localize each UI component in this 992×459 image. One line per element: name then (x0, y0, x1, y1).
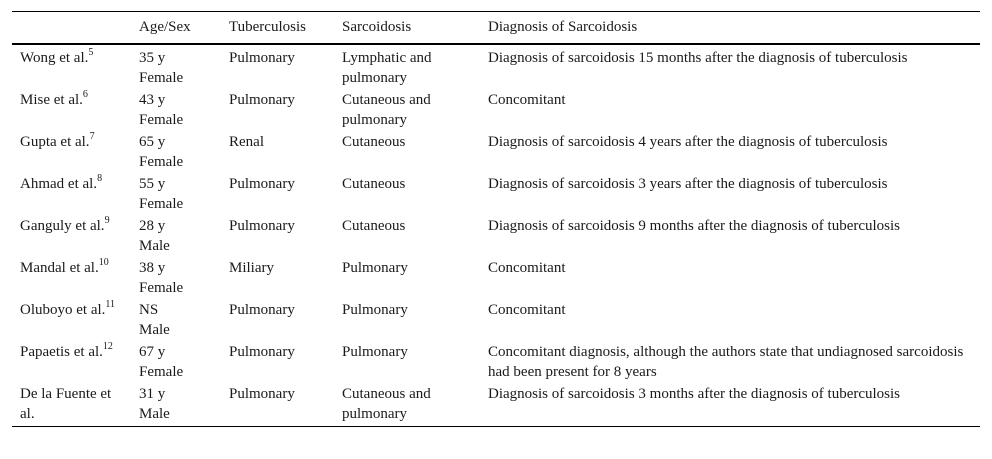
sarcoidosis-cell: Pulmonary (342, 344, 408, 360)
author-name: De la Fuente et al. (20, 386, 112, 422)
age-value: 67 y (139, 344, 166, 360)
age-sex-cell (131, 173, 221, 215)
table-row (12, 131, 980, 173)
age-sex-cell (131, 131, 221, 173)
sex-value: Male (139, 322, 170, 338)
author-name: Ganguly et al. (20, 218, 105, 234)
tuberculosis-cell: Miliary (229, 260, 274, 276)
table-row (12, 44, 980, 89)
age-sex-cell (131, 299, 221, 341)
reference-number: 5 (88, 47, 94, 58)
age-value: 31 y (139, 386, 166, 402)
author-cell (12, 383, 131, 427)
table-row (12, 299, 980, 341)
author-cell (12, 299, 131, 341)
age-sex-cell (131, 383, 221, 427)
reference-number: 9 (104, 215, 110, 226)
author-cell (12, 341, 131, 383)
author-name: Papaetis et al. (20, 344, 103, 360)
age-value: 65 y (139, 134, 166, 150)
tuberculosis-cell: Pulmonary (229, 386, 295, 402)
sex-value: Female (139, 364, 184, 380)
diagnosis-cell: Concomitant (488, 302, 566, 318)
sex-value: Female (139, 70, 184, 86)
diagnosis-cell: Concomitant (488, 260, 566, 276)
tuberculosis-cell: Pulmonary (229, 92, 295, 108)
reference-number: 12 (102, 341, 113, 352)
table-body (12, 44, 980, 427)
sarcoidosis-cell: Pulmonary (342, 302, 408, 318)
diagnosis-cell: Diagnosis of sarcoidosis 3 years after the diagnosis of tuberculosis (488, 176, 888, 192)
author-name: Ahmad et al. (20, 176, 98, 192)
table-container (12, 11, 980, 427)
sarcoidosis-cell: Pulmonary (342, 260, 408, 276)
table-row (12, 89, 980, 131)
author-cell (12, 131, 131, 173)
tuberculosis-cell: Pulmonary (229, 302, 295, 318)
tuberculosis-cell: Pulmonary (229, 344, 295, 360)
tuberculosis-cell: Pulmonary (229, 176, 295, 192)
sarcoidosis-cell: Cutaneous (342, 218, 406, 234)
sex-value: Female (139, 112, 184, 128)
author-cell (12, 173, 131, 215)
reference-number: 6 (82, 89, 88, 100)
diagnosis-cell: Diagnosis of sarcoidosis 15 months after the diagnosis of tuberculosis (488, 50, 908, 66)
age-sex-cell (131, 89, 221, 131)
sarcoidosis-cell: Lymphatic and pulmonary (342, 50, 432, 86)
sex-value: Female (139, 280, 184, 296)
age-value: 28 y (139, 218, 166, 234)
header-diagnosis: Diagnosis of Sarcoidosis (488, 19, 638, 35)
header-age-sex: Age/Sex (139, 19, 191, 35)
header-sarcoidosis: Sarcoidosis (342, 19, 412, 35)
age-sex-cell (131, 257, 221, 299)
table-row (12, 173, 980, 215)
age-sex-cell (131, 44, 221, 89)
author-name: Wong et al. (20, 50, 89, 66)
sarcoidosis-cell: Cutaneous (342, 176, 406, 192)
author-name: Mise et al. (20, 92, 83, 108)
author-cell (12, 215, 131, 257)
sarcoidosis-cell: Cutaneous and pulmonary (342, 386, 431, 422)
table-row (12, 215, 980, 257)
diagnosis-cell: Diagnosis of sarcoidosis 4 years after the diagnosis of tuberculosis (488, 134, 888, 150)
diagnosis-cell: Diagnosis of sarcoidosis 3 months after the diagnosis of tuberculosis (488, 386, 901, 402)
author-name: Mandal et al. (20, 260, 99, 276)
reference-number: 10 (98, 257, 109, 268)
reference-number: 11 (105, 299, 116, 310)
header-row (12, 12, 980, 45)
reference-number: 7 (89, 131, 95, 142)
table-row (12, 257, 980, 299)
age-sex-cell (131, 341, 221, 383)
case-reports-table (12, 11, 980, 427)
sex-value: Female (139, 154, 184, 170)
tuberculosis-cell: Pulmonary (229, 50, 295, 66)
author-cell (12, 257, 131, 299)
tuberculosis-cell: Renal (229, 134, 264, 150)
age-value: 43 y (139, 92, 166, 108)
author-name: Gupta et al. (20, 134, 90, 150)
author-cell (12, 44, 131, 89)
sex-value: Female (139, 196, 184, 212)
sex-value: Male (139, 406, 170, 422)
header-author (12, 12, 131, 45)
diagnosis-cell: Concomitant (488, 92, 566, 108)
table-row (12, 383, 980, 427)
tuberculosis-cell: Pulmonary (229, 218, 295, 234)
age-value: NS (139, 302, 159, 318)
age-value: 55 y (139, 176, 166, 192)
sarcoidosis-cell: Cutaneous and pulmonary (342, 92, 431, 128)
sarcoidosis-cell: Cutaneous (342, 134, 406, 150)
diagnosis-cell: Diagnosis of sarcoidosis 9 months after the diagnosis of tuberculosis (488, 218, 901, 234)
author-name: Oluboyo et al. (20, 302, 106, 318)
reference-number: 8 (97, 173, 103, 184)
author-cell (12, 89, 131, 131)
age-sex-cell (131, 215, 221, 257)
header-tuberculosis: Tuberculosis (229, 19, 306, 35)
table-header (12, 12, 980, 45)
age-value: 35 y (139, 50, 166, 66)
age-value: 38 y (139, 260, 166, 276)
table-row (12, 341, 980, 383)
diagnosis-cell: Concomitant diagnosis, although the authors state that undiagnosed sarcoidosis had been present for 8 years (488, 344, 964, 380)
sex-value: Male (139, 238, 170, 254)
